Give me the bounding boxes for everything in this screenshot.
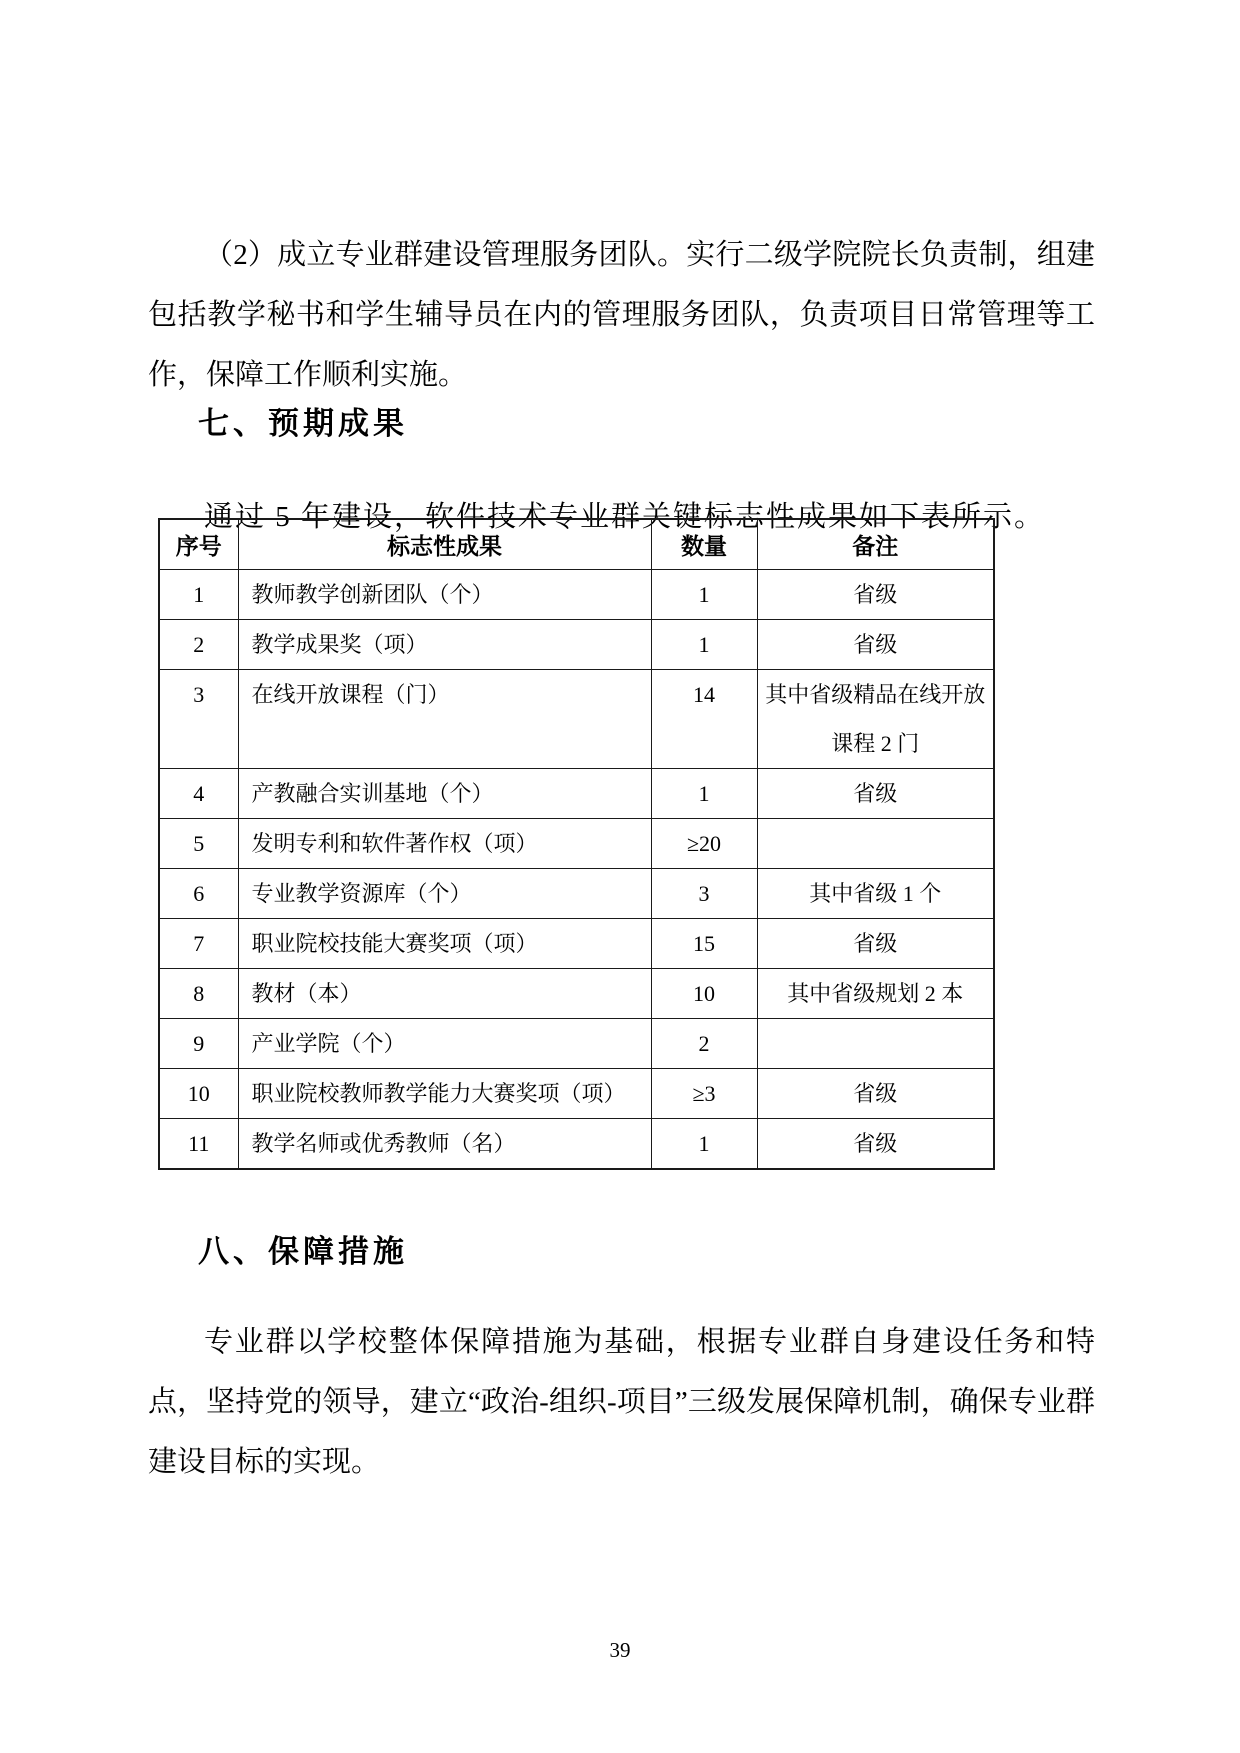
cell-quantity: ≥20 xyxy=(651,818,757,868)
cell-no: 5 xyxy=(159,818,238,868)
cell-no: 8 xyxy=(159,968,238,1018)
cell-achievement: 教师教学创新团队（个） xyxy=(238,569,651,619)
cell-quantity: 1 xyxy=(651,569,757,619)
cell-no: 4 xyxy=(159,768,238,818)
cell-quantity: 1 xyxy=(651,619,757,669)
cell-achievement: 产业学院（个） xyxy=(238,1018,651,1068)
table-row xyxy=(159,1118,994,1169)
cell-remark: 其中省级 1 个 xyxy=(757,868,994,918)
cell-no: 3 xyxy=(159,669,238,768)
cell-remark: 其中省级精品在线开放课程 2 门 xyxy=(757,669,994,768)
table-row xyxy=(159,669,994,768)
page-number: 39 xyxy=(609,1638,631,1662)
cell-achievement: 产教融合实训基地（个） xyxy=(238,768,651,818)
cell-no: 9 xyxy=(159,1018,238,1068)
cell-remark xyxy=(757,1018,994,1068)
cell-quantity: 2 xyxy=(651,1018,757,1068)
cell-achievement: 教学名师或优秀教师（名） xyxy=(238,1118,651,1169)
cell-achievement: 职业院校教师教学能力大赛奖项（项） xyxy=(238,1068,651,1118)
table-row xyxy=(159,1068,994,1118)
cell-quantity: 3 xyxy=(651,868,757,918)
paragraph-team-building: （2）成立专业群建设管理服务团队。实行二级学院院长负责制，组建包括教学秘书和学生辅导员在内的管理服务团队，负责项目日常管理等工作，保障工作顺利实施。 xyxy=(148,239,1095,391)
cell-quantity: 10 xyxy=(651,968,757,1018)
cell-no: 11 xyxy=(159,1118,238,1169)
table-row xyxy=(159,1018,994,1068)
cell-quantity: ≥3 xyxy=(651,1068,757,1118)
cell-achievement: 专业教学资源库（个） xyxy=(238,868,651,918)
heading-section-8: 八、保障措施 xyxy=(198,1234,408,1269)
table-row xyxy=(159,619,994,669)
cell-remark: 省级 xyxy=(757,918,994,968)
cell-quantity: 1 xyxy=(651,768,757,818)
table-row xyxy=(159,818,994,868)
table-row xyxy=(159,968,994,1018)
cell-no: 1 xyxy=(159,569,238,619)
cell-achievement: 在线开放课程（门） xyxy=(238,669,651,768)
expected-results-table xyxy=(158,518,995,1170)
cell-achievement: 教学成果奖（项） xyxy=(238,619,651,669)
cell-no: 6 xyxy=(159,868,238,918)
paragraph-table-intro: 通过 5 年建设，软件技术专业群关键标志性成果如下表所示。 xyxy=(204,501,1046,533)
cell-no: 7 xyxy=(159,918,238,968)
header-cell-no: 序号 xyxy=(159,519,238,569)
cell-remark: 省级 xyxy=(757,1068,994,1118)
cell-no: 2 xyxy=(159,619,238,669)
header-cell-remark: 备注 xyxy=(757,519,994,569)
cell-quantity: 1 xyxy=(651,1118,757,1169)
table-row xyxy=(159,918,994,968)
table-row xyxy=(159,868,994,918)
table-header-row xyxy=(159,519,994,569)
cell-achievement: 职业院校技能大赛奖项（项） xyxy=(238,918,651,968)
cell-achievement: 教材（本） xyxy=(238,968,651,1018)
results-table-body xyxy=(159,569,994,1169)
cell-quantity: 14 xyxy=(651,669,757,768)
cell-achievement: 发明专利和软件著作权（项） xyxy=(238,818,651,868)
cell-remark: 省级 xyxy=(757,569,994,619)
cell-no: 10 xyxy=(159,1068,238,1118)
table-row xyxy=(159,569,994,619)
table-row xyxy=(159,768,994,818)
cell-remark: 其中省级规划 2 本 xyxy=(757,968,994,1018)
cell-remark: 省级 xyxy=(757,768,994,818)
cell-remark: 省级 xyxy=(757,619,994,669)
cell-remark xyxy=(757,818,994,868)
header-cell-quantity: 数量 xyxy=(651,519,757,569)
paragraph-safeguards: 专业群以学校整体保障措施为基础，根据专业群自身建设任务和特点，坚持党的领导，建立“政治-组织-项目”三级发展保障机制，确保专业群建设目标的实现。 xyxy=(148,1326,1095,1478)
cell-quantity: 15 xyxy=(651,918,757,968)
cell-remark: 省级 xyxy=(757,1118,994,1169)
header-cell-achievement: 标志性成果 xyxy=(238,519,651,569)
heading-section-7: 七、预期成果 xyxy=(198,406,408,441)
